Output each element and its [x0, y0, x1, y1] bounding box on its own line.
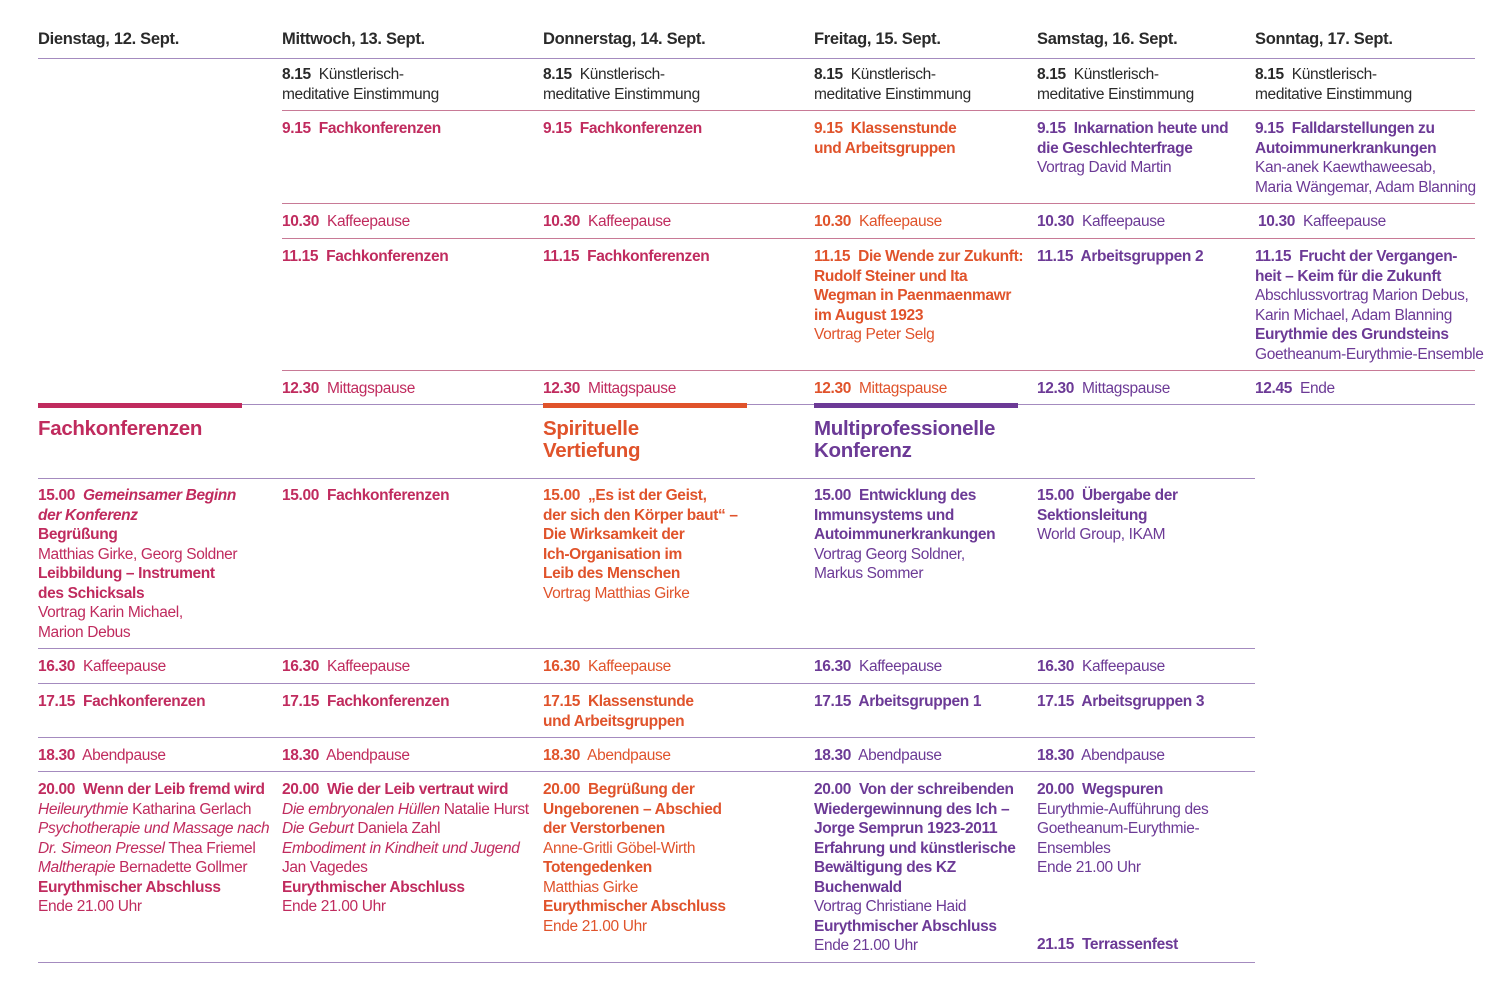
rule-header [38, 58, 1475, 59]
day-header-wednesday: Mittwoch, 13. Sept. [282, 30, 425, 48]
rule-1830 [38, 737, 1255, 738]
thu-1030: 10.30 Kaffeepause [543, 213, 671, 230]
section-spirituelle-vertiefung: Spirituelle Vertiefung [543, 417, 641, 462]
wed-1030: 10.30 Kaffeepause [282, 213, 410, 230]
section-bar-multi [814, 403, 1018, 408]
thu-1630: 16.30 Kaffeepause [543, 658, 671, 675]
sat-2115: 21.15 Terrassenfest [1037, 936, 1178, 953]
tue-1630: 16.30 Kaffeepause [38, 658, 166, 675]
day-header-thursday: Donnerstag, 14. Sept. [543, 30, 706, 48]
rule-1715 [38, 683, 1255, 684]
rule-1030 [282, 203, 1475, 204]
sat-1500: 15.00 Übergabe der Sektionsleitung World Group, IKAM [1037, 487, 1178, 543]
thu-1230: 12.30 Mittagspause [543, 380, 676, 397]
rule-1500 [38, 478, 1255, 479]
tue-1830: 18.30 Abendpause [38, 747, 166, 764]
rule-1115 [282, 238, 1475, 239]
rule-2000 [38, 771, 1255, 772]
sat-2000: 20.00 Wegspuren Eurythmie-Aufführung des Goetheanum-Eurythmie- Ensembles Ende 21.00 Uhr [1037, 781, 1209, 876]
rule-bottom [38, 962, 1255, 963]
wed-2000: 20.00 Wie der Leib vertraut wird Die embryonalen Hüllen Natalie Hurst Die Geburt Daniela Zahl Embodiment in Kindheit und Jugend Jan Vagedes Eurythmischer Abschluss Ende 21.00 Uhr [282, 781, 529, 915]
sun-1115: 11.15 Frucht der Vergangen- heit – Keim für die Zukunft Abschlussvortrag Marion Debus, Karin Michael, Adam Blanning Eurythmie des Grundsteins Goetheanum-Eurythmie-Ensemble [1255, 248, 1484, 363]
thu-1115: 11.15 Fachkonferenzen [543, 248, 710, 265]
thu-1500: 15.00 „Es ist der Geist, der sich den Körper baut“ – Die Wirksamkeit der Ich-Organisation im Leib des Menschen Vortrag Matthias Girke [543, 487, 738, 602]
fri-1230: 12.30 Mittagspause [814, 380, 947, 397]
rule-1230 [282, 370, 1475, 371]
day-header-saturday: Samstag, 16. Sept. [1037, 30, 1178, 48]
section-multiprofessionelle-konferenz: Multiprofessionelle Konferenz [814, 417, 996, 462]
tue-2000: 20.00 Wenn der Leib fremd wird Heileurythmie Katharina Gerlach Psychotherapie und Massage nach Dr. Simeon Pressel Thea Friemel Maltherapie Bernadette Gollmer Eurythmischer Abschluss Ende 21.00 Uhr [38, 781, 270, 915]
section-bar-spirit [543, 403, 747, 408]
wed-1630: 16.30 Kaffeepause [282, 658, 410, 675]
sat-1630: 16.30 Kaffeepause [1037, 658, 1165, 675]
section-fachkonferenzen: Fachkonferenzen [38, 417, 203, 440]
wed-1830: 18.30 Abendpause [282, 747, 410, 764]
sat-1030: 10.30 Kaffeepause [1037, 213, 1165, 230]
sun-0815: 8.15 Künstlerisch- meditative Einstimmung [1255, 66, 1412, 103]
sun-0915: 9.15 Falldarstellungen zu Autoimmunerkrankungen Kan-anek Kaewthaweesab, Maria Wängemar, Adam Blanning [1255, 120, 1476, 196]
tue-1500: 15.00 Gemeinsamer Beginn der Konferenz Begrüßung Matthias Girke, Georg Soldner Leibbildung – Instrument des Schicksals Vortrag Karin Michael, Marion Debus [38, 487, 238, 641]
fri-1630: 16.30 Kaffeepause [814, 658, 942, 675]
fri-2000: 20.00 Von der schreibenden Wiedergewinnung des Ich – Jorge Semprun 1923-2011 Erfahrung und künstlerische Bewältigung des KZ Buchenwald Vortrag Christiane Haid Eurythmischer Abschluss Ende 21.00 Uhr [814, 781, 1016, 954]
thu-1715: 17.15 Klassenstunde und Arbeitsgruppen [543, 693, 694, 730]
thu-0915: 9.15 Fachkonferenzen [543, 120, 702, 137]
wed-1230: 12.30 Mittagspause [282, 380, 415, 397]
day-header-sunday: Sonntag, 17. Sept. [1255, 30, 1393, 48]
sun-1030: 10.30 Kaffeepause [1258, 213, 1386, 230]
rule-noon [38, 404, 1475, 405]
wed-0915: 9.15 Fachkonferenzen [282, 120, 441, 137]
fri-1115: 11.15 Die Wende zur Zukunft: Rudolf Steiner und Ita Wegman in Paenmaenmawr im August 1923 Vortrag Peter Selg [814, 248, 1024, 343]
thu-2000: 20.00 Begrüßung der Ungeborenen – Abschied der Verstorbenen Anne-Gritli Göbel-Wirth Totengedenken Matthias Girke Eurythmischer Abschluss Ende 21.00 Uhr [543, 781, 726, 935]
tue-1715: 17.15 Fachkonferenzen [38, 693, 206, 710]
sat-1115: 11.15 Arbeitsgruppen 2 [1037, 248, 1204, 265]
fri-1830: 18.30 Abendpause [814, 747, 942, 764]
fri-1030: 10.30 Kaffeepause [814, 213, 942, 230]
sat-1715: 17.15 Arbeitsgruppen 3 [1037, 693, 1205, 710]
day-header-tuesday: Dienstag, 12. Sept. [38, 30, 180, 48]
section-bar-fach [38, 403, 242, 408]
fri-1500: 15.00 Entwicklung des Immunsystems und Autoimmunerkrankungen Vortrag Georg Soldner, Markus Sommer [814, 487, 996, 582]
fri-1715: 17.15 Arbeitsgruppen 1 [814, 693, 982, 710]
thu-1830: 18.30 Abendpause [543, 747, 671, 764]
wed-1715: 17.15 Fachkonferenzen [282, 693, 450, 710]
sat-0915: 9.15 Inkarnation heute und die Geschlechterfrage Vortrag David Martin [1037, 120, 1229, 176]
day-header-friday: Freitag, 15. Sept. [814, 30, 941, 48]
rule-1630 [38, 648, 1255, 649]
wed-1115: 11.15 Fachkonferenzen [282, 248, 449, 265]
rule-0915 [282, 110, 1475, 111]
fri-0915: 9.15 Klassenstunde und Arbeitsgruppen [814, 120, 957, 157]
sat-1230: 12.30 Mittagspause [1037, 380, 1170, 397]
sat-1830: 18.30 Abendpause [1037, 747, 1165, 764]
wed-0815: 8.15 Künstlerisch- meditative Einstimmung [282, 66, 439, 103]
thu-0815: 8.15 Künstlerisch- meditative Einstimmung [543, 66, 700, 103]
sat-0815: 8.15 Künstlerisch- meditative Einstimmung [1037, 66, 1194, 103]
wed-1500: 15.00 Fachkonferenzen [282, 487, 450, 504]
sun-1245: 12.45 Ende [1255, 380, 1335, 397]
fri-0815: 8.15 Künstlerisch- meditative Einstimmung [814, 66, 971, 103]
